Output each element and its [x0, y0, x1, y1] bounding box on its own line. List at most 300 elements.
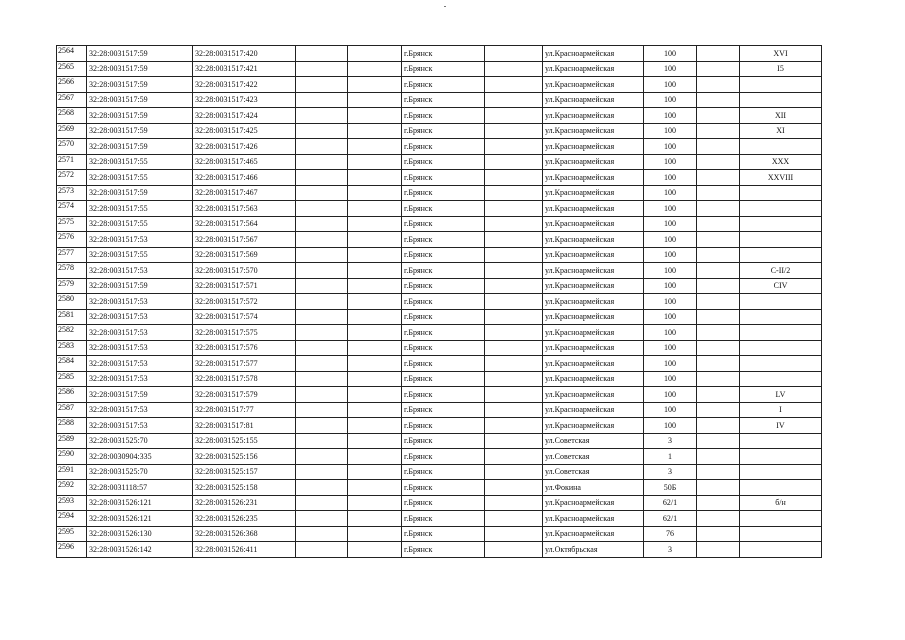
row-number: 2591 [57, 464, 87, 480]
empty-cell [296, 201, 348, 217]
city-cell: г.Брянск [402, 402, 485, 418]
row-number: 2588 [57, 418, 87, 434]
city-cell: г.Брянск [402, 387, 485, 403]
city-cell: г.Брянск [402, 46, 485, 62]
cadastral-number: 32:28:0031517:77 [193, 402, 296, 418]
empty-cell [485, 325, 543, 341]
row-number: 2586 [57, 387, 87, 403]
street-cell: ул.Октябрьская [543, 542, 644, 558]
house-number-cell: 100 [644, 263, 697, 279]
empty-cell [485, 46, 543, 62]
cadastral-number-parent: 32:28:0031517:59 [87, 108, 193, 124]
table-row [57, 309, 822, 325]
empty-cell [485, 263, 543, 279]
city-cell: г.Брянск [402, 309, 485, 325]
cadastral-number: 32:28:0031517:420 [193, 46, 296, 62]
cadastral-number: 32:28:0031517:567 [193, 232, 296, 248]
house-number-cell: 100 [644, 402, 697, 418]
table-row [57, 433, 822, 449]
row-number: 2578 [57, 263, 87, 279]
apartment-cell: CIV [740, 278, 822, 294]
house-number-cell: 100 [644, 108, 697, 124]
empty-cell [296, 387, 348, 403]
cadastral-number: 32:28:0031517:426 [193, 139, 296, 155]
cadastral-number-parent: 32:28:0031517:59 [87, 61, 193, 77]
empty-cell [296, 247, 348, 263]
house-number-cell: 3 [644, 433, 697, 449]
empty-cell [485, 77, 543, 93]
empty-cell [485, 170, 543, 186]
street-cell: ул.Красноармейская [543, 402, 644, 418]
table-row [57, 340, 822, 356]
city-cell: г.Брянск [402, 92, 485, 108]
table-row [57, 542, 822, 558]
cadastral-number-parent: 32:28:0030904:335 [87, 449, 193, 465]
empty-cell [485, 232, 543, 248]
empty-cell [348, 247, 402, 263]
street-cell: ул.Красноармейская [543, 108, 644, 124]
street-cell: ул.Красноармейская [543, 387, 644, 403]
apartment-cell: I [740, 402, 822, 418]
street-cell: ул.Красноармейская [543, 61, 644, 77]
city-cell: г.Брянск [402, 325, 485, 341]
table-body [57, 46, 822, 558]
city-cell: г.Брянск [402, 418, 485, 434]
empty-cell [485, 542, 543, 558]
table-row [57, 263, 822, 279]
cadastral-number-parent: 32:28:0031517:59 [87, 46, 193, 62]
cadastral-number-parent: 32:28:0031118:57 [87, 480, 193, 496]
table-row [57, 123, 822, 139]
empty-cell [348, 387, 402, 403]
table-row [57, 170, 822, 186]
cadastral-number: 32:28:0031526:231 [193, 495, 296, 511]
row-number: 2584 [57, 356, 87, 372]
cadastral-number: 32:28:0031517:422 [193, 77, 296, 93]
street-cell: ул.Красноармейская [543, 185, 644, 201]
empty-cell [485, 433, 543, 449]
empty-cell [348, 123, 402, 139]
house-number-cell: 100 [644, 154, 697, 170]
empty-cell [485, 387, 543, 403]
empty-cell [485, 139, 543, 155]
street-cell: ул.Красноармейская [543, 294, 644, 310]
cadastral-number: 32:28:0031517:466 [193, 170, 296, 186]
cadastral-number: 32:28:0031525:156 [193, 449, 296, 465]
table-row [57, 92, 822, 108]
city-cell: г.Брянск [402, 201, 485, 217]
apartment-cell: I5 [740, 61, 822, 77]
house-number-cell: 100 [644, 309, 697, 325]
street-cell: ул.Красноармейская [543, 139, 644, 155]
row-number: 2569 [57, 123, 87, 139]
row-number: 2583 [57, 340, 87, 356]
house-number-cell: 100 [644, 123, 697, 139]
cadastral-number: 32:28:0031517:564 [193, 216, 296, 232]
empty-cell [348, 294, 402, 310]
empty-cell [697, 123, 740, 139]
empty-cell [697, 356, 740, 372]
empty-cell [485, 185, 543, 201]
apartment-cell [740, 77, 822, 93]
empty-cell [485, 92, 543, 108]
empty-cell [296, 418, 348, 434]
empty-cell [348, 340, 402, 356]
empty-cell [485, 108, 543, 124]
city-cell: г.Брянск [402, 511, 485, 527]
table-row [57, 201, 822, 217]
empty-cell [697, 542, 740, 558]
empty-cell [348, 433, 402, 449]
apartment-cell [740, 464, 822, 480]
empty-cell [485, 247, 543, 263]
apartment-cell: XII [740, 108, 822, 124]
empty-cell [697, 402, 740, 418]
city-cell: г.Брянск [402, 356, 485, 372]
apartment-cell [740, 92, 822, 108]
empty-cell [697, 154, 740, 170]
table-row [57, 232, 822, 248]
cadastral-number: 32:28:0031517:421 [193, 61, 296, 77]
street-cell: ул.Красноармейская [543, 123, 644, 139]
row-number: 2570 [57, 139, 87, 155]
city-cell: г.Брянск [402, 542, 485, 558]
street-cell: ул.Красноармейская [543, 232, 644, 248]
city-cell: г.Брянск [402, 247, 485, 263]
apartment-cell [740, 139, 822, 155]
empty-cell [296, 371, 348, 387]
empty-cell [485, 278, 543, 294]
city-cell: г.Брянск [402, 185, 485, 201]
cadastral-number: 32:28:0031517:574 [193, 309, 296, 325]
house-number-cell: 1 [644, 449, 697, 465]
house-number-cell: 100 [644, 77, 697, 93]
cadastral-number-parent: 32:28:0031517:59 [87, 92, 193, 108]
row-number: 2571 [57, 154, 87, 170]
empty-cell [697, 526, 740, 542]
cadastral-number: 32:28:0031526:235 [193, 511, 296, 527]
apartment-cell [740, 201, 822, 217]
house-number-cell: 3 [644, 542, 697, 558]
empty-cell [697, 449, 740, 465]
table-row [57, 526, 822, 542]
city-cell: г.Брянск [402, 154, 485, 170]
empty-cell [485, 201, 543, 217]
empty-cell [296, 480, 348, 496]
city-cell: г.Брянск [402, 170, 485, 186]
empty-cell [697, 46, 740, 62]
apartment-cell [740, 542, 822, 558]
cadastral-number-parent: 32:28:0031517:53 [87, 418, 193, 434]
empty-cell [697, 185, 740, 201]
street-cell: ул.Красноармейская [543, 418, 644, 434]
empty-cell [697, 371, 740, 387]
city-cell: г.Брянск [402, 464, 485, 480]
empty-cell [697, 232, 740, 248]
street-cell: ул.Советская [543, 449, 644, 465]
empty-cell [697, 216, 740, 232]
house-number-cell: 100 [644, 418, 697, 434]
empty-cell [348, 371, 402, 387]
empty-cell [485, 464, 543, 480]
row-number: 2565 [57, 61, 87, 77]
cadastral-number-parent: 32:28:0031525:70 [87, 433, 193, 449]
empty-cell [296, 278, 348, 294]
empty-cell [485, 294, 543, 310]
cadastral-number: 32:28:0031525:155 [193, 433, 296, 449]
house-number-cell: 100 [644, 387, 697, 403]
scan-speck [444, 6, 446, 7]
empty-cell [296, 511, 348, 527]
city-cell: г.Брянск [402, 123, 485, 139]
empty-cell [348, 232, 402, 248]
house-number-cell: 100 [644, 216, 697, 232]
empty-cell [296, 526, 348, 542]
empty-cell [296, 61, 348, 77]
street-cell: ул.Красноармейская [543, 201, 644, 217]
city-cell: г.Брянск [402, 449, 485, 465]
empty-cell [348, 356, 402, 372]
empty-cell [697, 480, 740, 496]
empty-cell [296, 356, 348, 372]
cadastral-number-parent: 32:28:0031526:121 [87, 511, 193, 527]
street-cell: ул.Фокина [543, 480, 644, 496]
cadastral-number: 32:28:0031517:577 [193, 356, 296, 372]
cadastral-number: 32:28:0031517:81 [193, 418, 296, 434]
street-cell: ул.Красноармейская [543, 247, 644, 263]
cadastral-number: 32:28:0031517:579 [193, 387, 296, 403]
table-row [57, 278, 822, 294]
apartment-cell: б/н [740, 495, 822, 511]
empty-cell [348, 526, 402, 542]
empty-cell [485, 216, 543, 232]
house-number-cell: 100 [644, 325, 697, 341]
empty-cell [296, 77, 348, 93]
empty-cell [296, 139, 348, 155]
row-number: 2567 [57, 92, 87, 108]
empty-cell [296, 232, 348, 248]
row-number: 2576 [57, 232, 87, 248]
empty-cell [296, 154, 348, 170]
cadastral-number: 32:28:0031517:572 [193, 294, 296, 310]
city-cell: г.Брянск [402, 139, 485, 155]
cadastral-number-parent: 32:28:0031517:53 [87, 263, 193, 279]
empty-cell [296, 449, 348, 465]
cadastral-number: 32:28:0031517:563 [193, 201, 296, 217]
street-cell: ул.Красноармейская [543, 309, 644, 325]
empty-cell [296, 294, 348, 310]
cadastral-number-parent: 32:28:0031525:70 [87, 464, 193, 480]
apartment-cell: XXX [740, 154, 822, 170]
empty-cell [348, 92, 402, 108]
table-row [57, 247, 822, 263]
apartment-cell [740, 356, 822, 372]
empty-cell [348, 201, 402, 217]
table-row [57, 511, 822, 527]
empty-cell [697, 340, 740, 356]
house-number-cell: 100 [644, 185, 697, 201]
street-cell: ул.Красноармейская [543, 495, 644, 511]
empty-cell [697, 309, 740, 325]
table-row [57, 480, 822, 496]
street-cell: ул.Красноармейская [543, 154, 644, 170]
city-cell: г.Брянск [402, 480, 485, 496]
empty-cell [697, 387, 740, 403]
empty-cell [348, 185, 402, 201]
house-number-cell: 100 [644, 201, 697, 217]
empty-cell [296, 464, 348, 480]
cadastral-number-parent: 32:28:0031517:59 [87, 77, 193, 93]
street-cell: ул.Красноармейская [543, 77, 644, 93]
cadastral-number: 32:28:0031526:411 [193, 542, 296, 558]
apartment-cell: IV [740, 418, 822, 434]
empty-cell [485, 495, 543, 511]
empty-cell [485, 418, 543, 434]
house-number-cell: 100 [644, 139, 697, 155]
empty-cell [348, 464, 402, 480]
apartment-cell: XXVIII [740, 170, 822, 186]
city-cell: г.Брянск [402, 294, 485, 310]
street-cell: ул.Красноармейская [543, 170, 644, 186]
cadastral-number-parent: 32:28:0031517:59 [87, 123, 193, 139]
empty-cell [485, 309, 543, 325]
empty-cell [348, 278, 402, 294]
city-cell: г.Брянск [402, 278, 485, 294]
empty-cell [348, 61, 402, 77]
empty-cell [697, 108, 740, 124]
table-row [57, 46, 822, 62]
city-cell: г.Брянск [402, 263, 485, 279]
row-number: 2580 [57, 294, 87, 310]
row-number: 2581 [57, 309, 87, 325]
empty-cell [348, 542, 402, 558]
apartment-cell [740, 232, 822, 248]
cadastral-number-parent: 32:28:0031526:130 [87, 526, 193, 542]
cadastral-number-parent: 32:28:0031517:55 [87, 154, 193, 170]
row-number: 2566 [57, 77, 87, 93]
table-row [57, 108, 822, 124]
city-cell: г.Брянск [402, 526, 485, 542]
apartment-cell [740, 526, 822, 542]
empty-cell [296, 542, 348, 558]
empty-cell [348, 495, 402, 511]
row-number: 2582 [57, 325, 87, 341]
empty-cell [697, 294, 740, 310]
house-number-cell: 100 [644, 340, 697, 356]
house-number-cell: 62/1 [644, 511, 697, 527]
empty-cell [348, 46, 402, 62]
house-number-cell: 100 [644, 371, 697, 387]
cadastral-number-parent: 32:28:0031517:53 [87, 356, 193, 372]
table-row [57, 356, 822, 372]
empty-cell [296, 433, 348, 449]
empty-cell [697, 201, 740, 217]
empty-cell [697, 170, 740, 186]
empty-cell [296, 170, 348, 186]
empty-cell [485, 511, 543, 527]
table-row [57, 449, 822, 465]
cadastral-number: 32:28:0031525:157 [193, 464, 296, 480]
apartment-cell [740, 185, 822, 201]
table-row [57, 294, 822, 310]
empty-cell [485, 61, 543, 77]
cadastral-number-parent: 32:28:0031517:55 [87, 170, 193, 186]
house-number-cell: 100 [644, 46, 697, 62]
cadastral-number-parent: 32:28:0031526:121 [87, 495, 193, 511]
street-cell: ул.Красноармейская [543, 340, 644, 356]
apartment-cell: XI [740, 123, 822, 139]
empty-cell [296, 263, 348, 279]
empty-cell [296, 402, 348, 418]
empty-cell [348, 154, 402, 170]
apartment-cell: C-II/2 [740, 263, 822, 279]
cadastral-number: 32:28:0031517:423 [193, 92, 296, 108]
empty-cell [296, 309, 348, 325]
row-number: 2595 [57, 526, 87, 542]
empty-cell [348, 402, 402, 418]
cadastral-number-parent: 32:28:0031517:55 [87, 201, 193, 217]
cadastral-number: 32:28:0031517:424 [193, 108, 296, 124]
table-row [57, 464, 822, 480]
street-cell: ул.Красноармейская [543, 46, 644, 62]
empty-cell [296, 46, 348, 62]
registry-table [56, 45, 822, 558]
apartment-cell [740, 247, 822, 263]
cadastral-number: 32:28:0031517:569 [193, 247, 296, 263]
table-row [57, 402, 822, 418]
table-row [57, 418, 822, 434]
cadastral-number-parent: 32:28:0031517:53 [87, 309, 193, 325]
house-number-cell: 100 [644, 247, 697, 263]
house-number-cell: 100 [644, 170, 697, 186]
house-number-cell: 100 [644, 356, 697, 372]
cadastral-number-parent: 32:28:0031517:55 [87, 216, 193, 232]
cadastral-number-parent: 32:28:0031517:53 [87, 340, 193, 356]
empty-cell [485, 356, 543, 372]
row-number: 2579 [57, 278, 87, 294]
cadastral-number-parent: 32:28:0031517:59 [87, 139, 193, 155]
street-cell: ул.Красноармейская [543, 263, 644, 279]
empty-cell [697, 495, 740, 511]
row-number: 2596 [57, 542, 87, 558]
table-row [57, 387, 822, 403]
cadastral-number: 32:28:0031525:158 [193, 480, 296, 496]
empty-cell [348, 139, 402, 155]
cadastral-number: 32:28:0031517:576 [193, 340, 296, 356]
row-number: 2592 [57, 480, 87, 496]
apartment-cell [740, 216, 822, 232]
house-number-cell: 100 [644, 232, 697, 248]
cadastral-number: 32:28:0031517:575 [193, 325, 296, 341]
empty-cell [697, 263, 740, 279]
cadastral-number: 32:28:0031517:570 [193, 263, 296, 279]
table-row [57, 325, 822, 341]
cadastral-number-parent: 32:28:0031526:142 [87, 542, 193, 558]
city-cell: г.Брянск [402, 495, 485, 511]
table-row [57, 495, 822, 511]
cadastral-number-parent: 32:28:0031517:53 [87, 325, 193, 341]
apartment-cell: XVI [740, 46, 822, 62]
cadastral-number-parent: 32:28:0031517:59 [87, 185, 193, 201]
empty-cell [697, 139, 740, 155]
empty-cell [348, 108, 402, 124]
empty-cell [697, 325, 740, 341]
street-cell: ул.Красноармейская [543, 278, 644, 294]
empty-cell [697, 278, 740, 294]
apartment-cell [740, 325, 822, 341]
row-number: 2568 [57, 108, 87, 124]
empty-cell [485, 154, 543, 170]
